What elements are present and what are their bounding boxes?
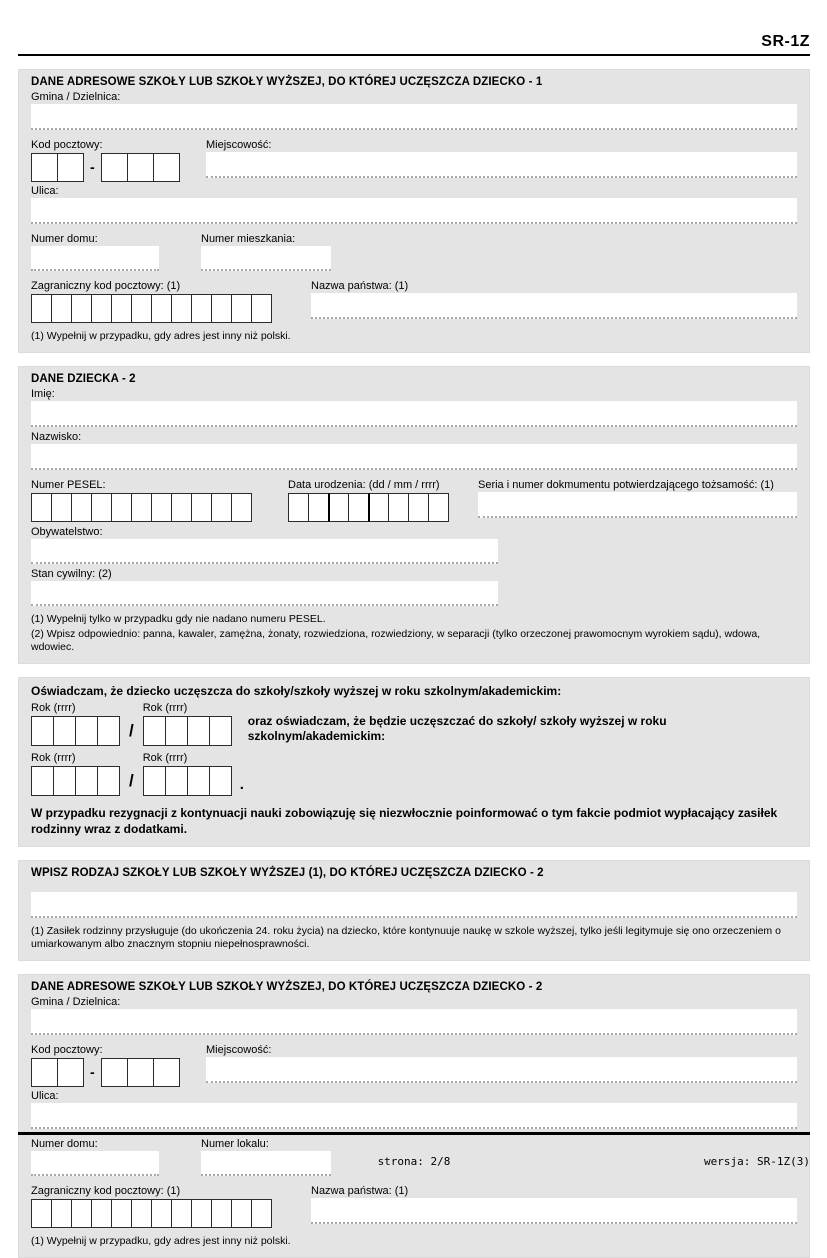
cell-box[interactable] bbox=[165, 766, 188, 796]
year-slash: / bbox=[129, 721, 134, 740]
postal-code-cells-1a[interactable] bbox=[31, 153, 84, 182]
section-school-address-2 bbox=[18, 974, 810, 1258]
year-slash: / bbox=[129, 771, 134, 790]
cell-box[interactable] bbox=[308, 493, 329, 522]
section-title: DANE DZIECKA - 2 bbox=[31, 373, 136, 385]
version-indicator: wersja: SR-1Z(3) bbox=[704, 1155, 810, 1168]
declaration-statement-3: W przypadku rezygnacji z kontynuacji nauki zobowiązuję się niezwłocznie poinformować o tym fakcie podmiot wypłacający zasiłek rodzinny wraz z dodatkami. bbox=[31, 806, 778, 836]
pesel-label: Numer PESEL: bbox=[31, 479, 106, 491]
first-name-input[interactable] bbox=[31, 401, 797, 427]
cell-box[interactable] bbox=[171, 294, 192, 323]
page-indicator: strona: 2/8 bbox=[377, 1155, 451, 1168]
street-input-2[interactable] bbox=[31, 1103, 797, 1129]
cell-box[interactable] bbox=[53, 716, 76, 746]
cell-box[interactable] bbox=[31, 1199, 52, 1228]
gmina-input-1[interactable] bbox=[31, 104, 797, 130]
footer-rule bbox=[18, 1132, 810, 1135]
form-code-title: SR-1Z bbox=[761, 33, 810, 50]
cell-box[interactable] bbox=[165, 716, 188, 746]
document-label: Seria i numer dokmumentu potwierdzającego tożsamość: (1) bbox=[478, 479, 774, 491]
foreign-postal-label: Zagraniczny kod pocztowy: (1) bbox=[31, 280, 181, 292]
citizenship-label: Obywatelstwo: bbox=[31, 526, 103, 538]
cell-box[interactable] bbox=[91, 1199, 112, 1228]
foreign-postal-cells-1[interactable] bbox=[31, 294, 311, 323]
cell-box[interactable] bbox=[31, 716, 54, 746]
cell-box[interactable] bbox=[143, 716, 166, 746]
cell-box[interactable] bbox=[171, 493, 192, 522]
cell-box[interactable] bbox=[57, 153, 84, 182]
cell-box[interactable] bbox=[348, 493, 369, 522]
cell-box[interactable] bbox=[251, 1199, 272, 1228]
house-number-input-1[interactable] bbox=[31, 246, 159, 271]
cell-box[interactable] bbox=[111, 294, 132, 323]
street-label: Ulica: bbox=[31, 185, 59, 197]
foreign-postal-label: Zagraniczny kod pocztowy: (1) bbox=[31, 1185, 181, 1197]
document-input[interactable] bbox=[478, 492, 797, 518]
country-input-1[interactable] bbox=[311, 293, 797, 319]
cell-box[interactable] bbox=[191, 1199, 212, 1228]
marital-status-label: Stan cywilny: (2) bbox=[31, 568, 112, 580]
cell-box[interactable] bbox=[31, 493, 52, 522]
cell-box[interactable] bbox=[191, 493, 212, 522]
city-input-1[interactable] bbox=[206, 152, 797, 178]
cell-box[interactable] bbox=[187, 716, 210, 746]
cell-box[interactable] bbox=[101, 153, 128, 182]
birth-date-cells[interactable] bbox=[288, 493, 478, 522]
cell-box[interactable] bbox=[408, 493, 429, 522]
cell-box[interactable] bbox=[211, 493, 232, 522]
year-from-label: Rok (rrrr) bbox=[31, 752, 76, 764]
year-to-cells-1[interactable] bbox=[143, 716, 232, 746]
cell-box[interactable] bbox=[251, 294, 272, 323]
footnote-foreign-address: (1) Wypełnij w przypadku, gdy adres jest inny niż polski. bbox=[31, 1235, 291, 1247]
declaration-statement-1: Oświadczam, że dziecko uczęszcza do szkoły/szkoły wyższej w roku szkolnym/akademickim: bbox=[31, 684, 562, 698]
cell-box[interactable] bbox=[151, 294, 172, 323]
section-title: DANE ADRESOWE SZKOŁY LUB SZKOŁY WYŻSZEJ, DO KTÓREJ UCZĘSZCZA DZIECKO - 2 bbox=[31, 981, 543, 993]
declaration-statement-2: oraz oświadczam, że będzie uczęszczać do szkoły/ szkoły wyższej w roku szkolnym/akademickim: bbox=[247, 714, 667, 743]
cell-box[interactable] bbox=[231, 1199, 252, 1228]
year-from-label: Rok (rrrr) bbox=[31, 702, 76, 714]
cell-box[interactable] bbox=[127, 153, 154, 182]
cell-box[interactable] bbox=[97, 716, 120, 746]
gmina-label: Gmina / Dzielnica: bbox=[31, 996, 121, 1008]
cell-box[interactable] bbox=[211, 294, 232, 323]
postal-code-label: Kod pocztowy: bbox=[31, 139, 103, 151]
cell-box[interactable] bbox=[231, 294, 252, 323]
section-title: DANE ADRESOWE SZKOŁY LUB SZKOŁY WYŻSZEJ, DO KTÓREJ UCZĘSZCZA DZIECKO - 1 bbox=[31, 76, 543, 88]
last-name-label: Nazwisko: bbox=[31, 431, 82, 443]
cell-box[interactable] bbox=[71, 294, 92, 323]
cell-box[interactable] bbox=[171, 1199, 192, 1228]
cell-box[interactable] bbox=[127, 1058, 154, 1087]
year-to-cells-2[interactable] bbox=[143, 766, 232, 796]
gmina-input-2[interactable] bbox=[31, 1009, 797, 1035]
gmina-label: Gmina / Dzielnica: bbox=[31, 91, 121, 103]
cell-box[interactable] bbox=[143, 766, 166, 796]
last-name-input[interactable] bbox=[31, 444, 797, 470]
cell-box[interactable] bbox=[187, 766, 210, 796]
cell-box[interactable] bbox=[75, 716, 98, 746]
first-name-label: Imię: bbox=[31, 388, 55, 400]
footnote-marital-status: (2) Wpisz odpowiednio: panna, kawaler, zamężna, żonaty, rozwiedziona, rozwiedziony, w separacji (tylko orzeczonej prawomocnym wyrokiem sądu), wdowa, wdowiec. bbox=[31, 628, 761, 653]
pesel-cells[interactable] bbox=[31, 493, 288, 522]
year-from-cells-2[interactable] bbox=[31, 766, 120, 796]
cell-box[interactable] bbox=[71, 1199, 92, 1228]
cell-box[interactable] bbox=[153, 153, 180, 182]
apartment-number-label: Numer lokalu: bbox=[201, 1138, 269, 1150]
school-type-input[interactable] bbox=[31, 892, 797, 918]
postal-code-cells-1b[interactable] bbox=[101, 153, 180, 182]
cell-box[interactable] bbox=[111, 1199, 132, 1228]
city-input-2[interactable] bbox=[206, 1057, 797, 1083]
foreign-postal-cells-2[interactable] bbox=[31, 1199, 311, 1228]
section-school-type bbox=[18, 860, 810, 961]
year-to-label: Rok (rrrr) bbox=[142, 752, 188, 764]
street-label: Ulica: bbox=[31, 1090, 59, 1102]
marital-status-input[interactable] bbox=[31, 581, 498, 606]
birth-date-label: Data urodzenia: (dd / mm / rrrr) bbox=[288, 479, 440, 491]
cell-box[interactable] bbox=[151, 493, 172, 522]
cell-box[interactable] bbox=[91, 493, 112, 522]
house-number-label: Numer domu: bbox=[31, 233, 98, 245]
cell-box[interactable] bbox=[211, 1199, 232, 1228]
cell-box[interactable] bbox=[428, 493, 449, 522]
cell-box[interactable] bbox=[328, 493, 349, 522]
cell-box[interactable] bbox=[31, 153, 58, 182]
apartment-number-label: Numer mieszkania: bbox=[201, 233, 296, 245]
house-number-label: Numer domu: bbox=[31, 1138, 98, 1150]
year-to-label: Rok (rrrr) bbox=[142, 702, 188, 714]
cell-box[interactable] bbox=[131, 294, 152, 323]
section-child-data bbox=[18, 366, 810, 664]
cell-box[interactable] bbox=[131, 493, 152, 522]
footnote-foreign-address: (1) Wypełnij w przypadku, gdy adres jest inny niż polski. bbox=[31, 330, 291, 342]
cell-box[interactable] bbox=[131, 1199, 152, 1228]
postal-code-label: Kod pocztowy: bbox=[31, 1044, 103, 1056]
postal-dash: - bbox=[90, 1064, 95, 1080]
apartment-number-input-1[interactable] bbox=[201, 246, 331, 271]
cell-box[interactable] bbox=[31, 1058, 58, 1087]
cell-box[interactable] bbox=[75, 766, 98, 796]
header-rule bbox=[18, 54, 810, 56]
cell-box[interactable] bbox=[51, 294, 72, 323]
sentence-period: . bbox=[239, 776, 244, 793]
cell-box[interactable] bbox=[71, 493, 92, 522]
cell-box[interactable] bbox=[153, 1058, 180, 1087]
cell-box[interactable] bbox=[51, 493, 72, 522]
cell-box[interactable] bbox=[191, 294, 212, 323]
postal-code-cells-2a[interactable] bbox=[31, 1058, 84, 1087]
cell-box[interactable] bbox=[368, 493, 389, 522]
cell-box[interactable] bbox=[31, 294, 52, 323]
city-label: Miejscowość: bbox=[206, 139, 272, 151]
section-declaration bbox=[18, 677, 810, 847]
cell-box[interactable] bbox=[288, 493, 309, 522]
street-input-1[interactable] bbox=[31, 198, 797, 224]
country-label: Nazwa państwa: (1) bbox=[311, 1185, 409, 1197]
cell-box[interactable] bbox=[51, 1199, 72, 1228]
cell-box[interactable] bbox=[57, 1058, 84, 1087]
cell-box[interactable] bbox=[101, 1058, 128, 1087]
cell-box[interactable] bbox=[231, 493, 252, 522]
cell-box[interactable] bbox=[111, 493, 132, 522]
cell-box[interactable] bbox=[209, 766, 232, 796]
footnote-pesel: (1) Wypełnij tylko w przypadku gdy nie nadano numeru PESEL. bbox=[31, 613, 326, 625]
citizenship-input[interactable] bbox=[31, 539, 498, 564]
cell-box[interactable] bbox=[53, 766, 76, 796]
cell-box[interactable] bbox=[97, 766, 120, 796]
form-page bbox=[18, 0, 810, 1247]
country-input-2[interactable] bbox=[311, 1198, 797, 1224]
country-label: Nazwa państwa: (1) bbox=[311, 280, 409, 292]
footnote-school-type: (1) Zasiłek rodzinny przysługuje (do ukończenia 24. roku życia) na dziecko, które kontynuuje naukę w szkole wyższej, tylko jeśli legitymuje się ono orzeczeniem o umiarkowanym albo znacznym stopniu niepełnosprawności. bbox=[31, 925, 781, 950]
cell-box[interactable] bbox=[91, 294, 112, 323]
cell-box[interactable] bbox=[31, 766, 54, 796]
cell-box[interactable] bbox=[388, 493, 409, 522]
section-school-address-1 bbox=[18, 69, 810, 353]
year-from-cells-1[interactable] bbox=[31, 716, 120, 746]
cell-box[interactable] bbox=[151, 1199, 172, 1228]
postal-code-cells-2b[interactable] bbox=[101, 1058, 180, 1087]
cell-box[interactable] bbox=[209, 716, 232, 746]
section-title: WPISZ RODZAJ SZKOŁY LUB SZKOŁY WYŻSZEJ (1), DO KTÓREJ UCZĘSZCZA DZIECKO - 2 bbox=[31, 867, 544, 879]
city-label: Miejscowość: bbox=[206, 1044, 272, 1056]
postal-dash: - bbox=[90, 159, 95, 175]
